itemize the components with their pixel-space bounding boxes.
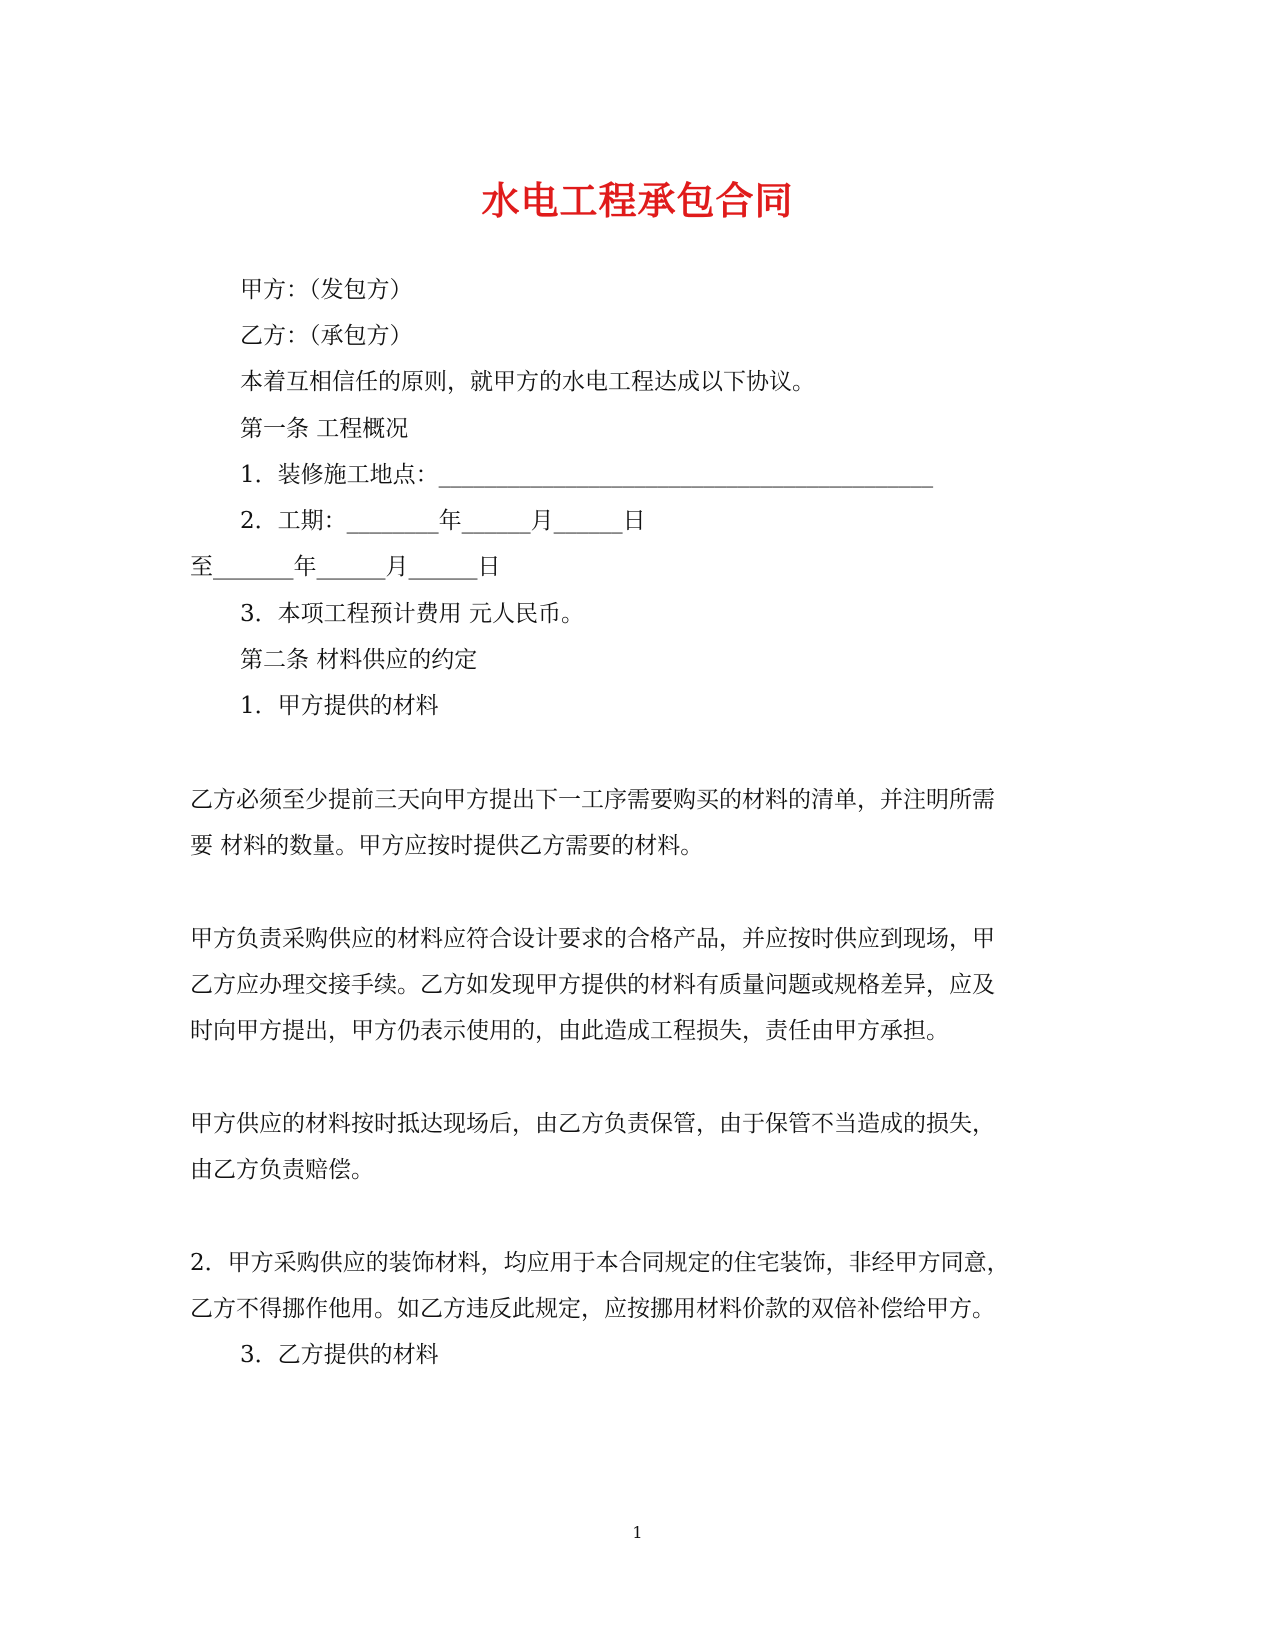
party-a-line: 甲方：（发包方） [240,277,413,303]
paragraph-line: 由乙方负责赔偿。 [190,1157,374,1183]
paragraph-line: 乙方不得挪作他用。如乙方违反此规定，应按挪用材料价款的双倍补偿给甲方。 [190,1296,995,1322]
cost-line: 3．本项工程预计费用 元人民币。 [240,601,584,627]
paragraph-line: 乙方应办理交接手续。乙方如发现甲方提供的材料有质量问题或规格差异，应及 [190,972,995,998]
duration-line: 2．工期：________年______月______日 [240,508,646,534]
article-1-heading: 第一条 工程概况 [240,416,409,442]
site-address-line: 1．装修施工地点：___________________________________________ [240,462,934,488]
duration-end-line: 至_______年______月______日 [190,554,501,580]
party-b-materials-heading: 3．乙方提供的材料 [240,1342,439,1368]
paragraph-line: 时向甲方提出，甲方仍表示使用的，由此造成工程损失，责任由甲方承担。 [190,1018,949,1044]
party-b-line: 乙方：（承包方） [240,323,413,349]
party-a-materials-heading: 1．甲方提供的材料 [240,693,439,719]
paragraph-line: 要 材料的数量。甲方应按时提供乙方需要的材料。 [190,833,704,859]
paragraph-line: 甲方负责采购供应的材料应符合设计要求的合格产品，并应按时供应到现场，甲 [190,926,995,952]
paragraph-line: 甲方供应的材料按时抵达现场后，由乙方负责保管，由于保管不当造成的损失， [190,1111,995,1137]
document-title: 水电工程承包合同 [481,178,794,223]
preamble-line: 本着互相信任的原则，就甲方的水电工程达成以下协议。 [240,369,815,395]
page-number: 1 [632,1523,643,1542]
article-2-heading: 第二条 材料供应的约定 [240,647,478,673]
paragraph-line: 乙方必须至少提前三天向甲方提出下一工序需要购买的材料的清单，并注明所需 [190,787,995,813]
paragraph-line: 2．甲方采购供应的装饰材料，均应用于本合同规定的住宅装饰，非经甲方同意， [190,1250,1010,1276]
